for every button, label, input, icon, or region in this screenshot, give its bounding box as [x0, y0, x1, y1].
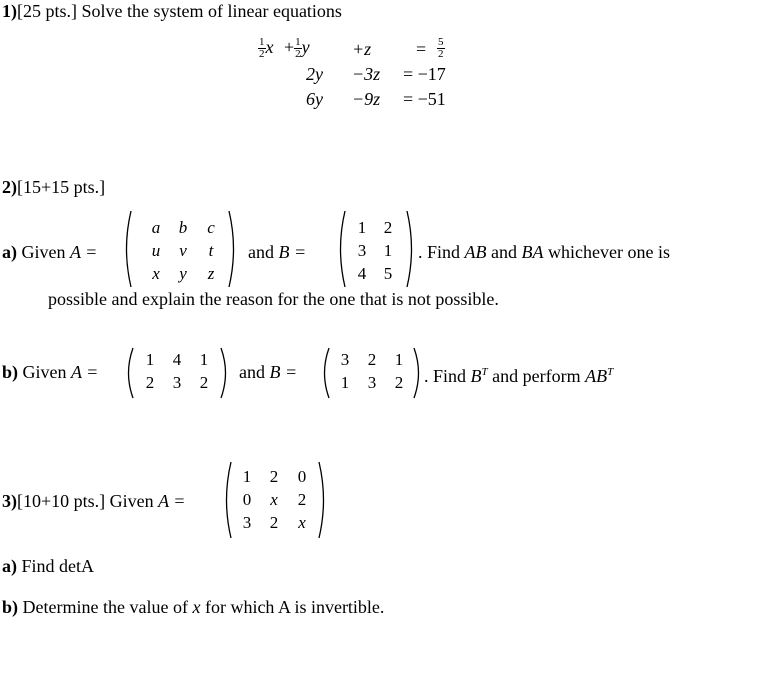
q3-A-right-paren	[318, 461, 328, 539]
q2a-task-line2: possible and explain the reason for the one that is not possible.	[48, 289, 499, 309]
q2a-A-left-paren	[122, 210, 132, 288]
q1-number: 1)	[2, 1, 17, 21]
q2b-A-left-paren	[124, 347, 134, 399]
q2a-intro: a) Given A =	[2, 242, 98, 262]
q1-eq1-equals: =	[416, 39, 427, 59]
q2a-task: . Find AB and BA whichever one is	[418, 242, 670, 262]
q2b-and-B: and B =	[239, 362, 298, 382]
q3-title: [10+10 pts.] Given	[17, 491, 154, 511]
q2b-intro: b) Given A =	[2, 362, 99, 382]
q1-eq3-rhs: = −51	[403, 89, 446, 109]
q2b-A-right-paren	[220, 347, 230, 399]
q2a-A-right-paren	[228, 210, 238, 288]
q1-eq2-z: −3z	[352, 64, 381, 84]
q3-A-left-paren	[222, 461, 232, 539]
q2a-B-right-paren	[406, 210, 416, 288]
q1-title: [25 pts.] Solve the system of linear equations	[17, 1, 342, 21]
q2a-and-B: and B =	[248, 242, 307, 262]
frac-half-y: $\frac{1}{2}$	[295, 36, 301, 61]
q1-heading	[2, 0, 342, 22]
q1-eq2-rhs: = −17	[403, 64, 446, 84]
q2-number: 2)	[2, 177, 17, 197]
q2-title: [15+15 pts.]	[17, 177, 106, 197]
q3b: b) Determine the value of x for which A is invertible.	[2, 597, 385, 617]
q2b-task: . Find $B^T$ and perform $AB^T$	[424, 366, 614, 386]
q3-number: 3)	[2, 491, 17, 511]
q2b-B-left-paren	[320, 347, 330, 399]
q3a: a) Find detA	[2, 556, 95, 576]
q1-eq1: $\frac{1}{2}$ x + $\frac{1}{2}$ y	[259, 36, 310, 61]
q2a-B-left-paren	[336, 210, 346, 288]
q1-eq3-y: 6y	[306, 89, 323, 109]
q1-eq1-rhs: $\frac{5}{2}$	[438, 36, 444, 60]
frac-half-x: $\frac{1}{2}$	[259, 36, 265, 61]
q3-heading: 3)[10+10 pts.] Given A =	[2, 491, 186, 511]
q1-eq1-z: +z	[352, 39, 372, 59]
q2-heading	[2, 176, 105, 198]
q1-eq3-z: −9z	[352, 89, 381, 109]
q1-eq2-y: 2y	[306, 64, 323, 84]
q2b-B-right-paren	[413, 347, 423, 399]
